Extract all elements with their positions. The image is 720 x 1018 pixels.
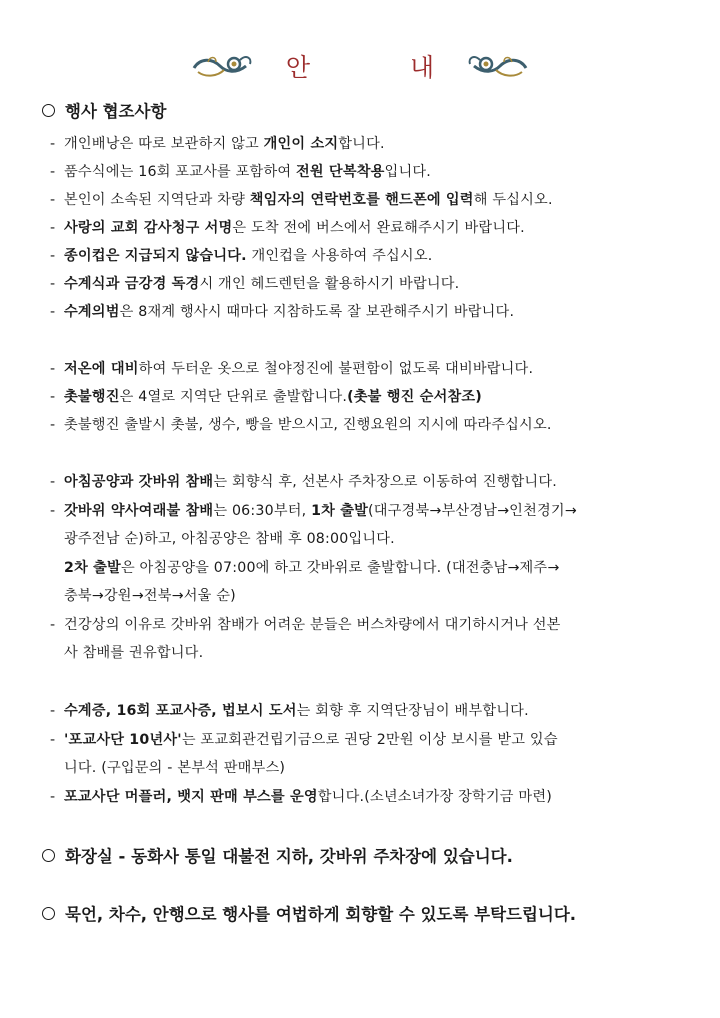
section-heading-restroom bbox=[42, 843, 513, 867]
emphasis: 개인이 소지 bbox=[263, 136, 339, 152]
emphasis: 포교사단 머플러, 뱃지 판매 부스를 운영 bbox=[64, 789, 318, 805]
text: 충북→강원→전북→서울 순) bbox=[64, 588, 236, 604]
text: 광주전남 순)하고, 아침공양은 참배 후 08:00입니다. bbox=[64, 531, 395, 547]
list-item: - 갓바위 약사여래불 참배는 06:30부터, 1차 출발(대구경북→부산경남→인천경기→ bbox=[50, 503, 577, 519]
list-item: - 품수식에는 16회 포교사를 포함하여 전원 단복착용입니다. bbox=[50, 164, 431, 180]
text: 촛불행진 출발시 촛불, 생수, 빵을 받으시고, 진행요원의 지시에 따라주십시오. bbox=[64, 417, 552, 433]
list-item: - 수계식과 금강경 독경시 개인 헤드렌턴을 활용하시기 바랍니다. bbox=[50, 276, 460, 292]
heading-text: 묵언, 차수, 안행으로 행사를 여법하게 회향할 수 있도록 부탁드립니다. bbox=[65, 905, 577, 924]
emphasis: 1차 출발 bbox=[311, 503, 369, 519]
list-item: - 개인배낭은 따로 보관하지 않고 개인이 소지합니다. bbox=[50, 136, 385, 152]
text: 니다. (구입문의 - 본부석 판매부스) bbox=[64, 760, 286, 776]
text: 는 06:30부터, bbox=[213, 503, 312, 519]
circle-bullet-icon bbox=[42, 104, 55, 117]
list-item-continued bbox=[64, 585, 236, 605]
text: 개인컵을 사용하여 주십시오. bbox=[246, 248, 433, 264]
list-item: - 수계의범은 8재계 행사시 때마다 지참하도록 잘 보관해주시기 바랍니다. bbox=[50, 304, 515, 320]
emphasis: 전원 단복착용 bbox=[295, 164, 385, 180]
text: 는 포교회관건립기금으로 권당 2만원 이상 보시를 받고 있습 bbox=[181, 732, 558, 748]
list-item: - 아침공양과 갓바위 참배는 회향식 후, 선본사 주차장으로 이동하여 진행합니다. bbox=[50, 474, 557, 490]
text: 는 회향 후 지역단장님이 배부합니다. bbox=[296, 703, 529, 719]
list-item: - '포교사단 10년사'는 포교회관건립기금으로 권당 2만원 이상 보시를 받고 있습 bbox=[50, 732, 558, 748]
emphasis: 저온에 대비 bbox=[64, 361, 139, 377]
emphasis: 수계식과 금강경 독경 bbox=[64, 276, 200, 292]
list-item: - 본인이 소속된 지역단과 차량 책임자의 연락번호를 핸드폰에 입력해 두십시오. bbox=[50, 192, 553, 208]
text: 은 아침공양을 07:00에 하고 갓바위로 출발합니다. (대전충남→제주→ bbox=[120, 560, 560, 576]
section-heading-silence bbox=[42, 901, 576, 925]
list-item-continued bbox=[64, 757, 285, 777]
heading-text: 행사 협조사항 bbox=[65, 102, 167, 121]
text: 품수식에는 16회 포교사를 포함하여 bbox=[64, 164, 296, 180]
floral-ornament-icon bbox=[190, 52, 254, 80]
text: (대구경북→부산경남→인천경기→ bbox=[368, 503, 577, 519]
emphasis: '포교사단 10년사' bbox=[64, 732, 182, 748]
text: 하여 두터운 옷으로 철야정진에 불편함이 없도록 대비바랍니다. bbox=[138, 361, 534, 377]
emphasis: 수계증, 16회 포교사증, 법보시 도서 bbox=[64, 703, 297, 719]
emphasis: 2차 출발 bbox=[64, 560, 121, 576]
emphasis: 책임자의 연락번호를 핸드폰에 입력 bbox=[249, 192, 474, 208]
list-item: - 촛불행진 출발시 촛불, 생수, 빵을 받으시고, 진행요원의 지시에 따라주십시오. bbox=[50, 417, 552, 433]
text: 합니다.(소년소녀가장 장학기금 마련) bbox=[317, 789, 552, 805]
text: 은 8재계 행사시 때마다 지참하도록 잘 보관해주시기 바랍니다. bbox=[119, 304, 515, 320]
emphasis: (촛불 행진 순서참조) bbox=[347, 389, 482, 405]
text: 은 4열로 지역단 단위로 출발합니다. bbox=[119, 389, 348, 405]
emphasis: 수계의범 bbox=[64, 304, 120, 320]
text: 사 참배를 권유합니다. bbox=[64, 645, 204, 661]
page-title: 안 내 bbox=[285, 53, 481, 82]
list-item-continued bbox=[64, 557, 559, 577]
emphasis: 사랑의 교회 감사청구 서명 bbox=[64, 220, 233, 236]
list-item: - 저온에 대비하여 두터운 옷으로 철야정진에 불편함이 없도록 대비바랍니다. bbox=[50, 361, 534, 377]
page-header bbox=[0, 42, 720, 90]
emphasis: 아침공양과 갓바위 참배 bbox=[64, 474, 214, 490]
list-item: - 사랑의 교회 감사청구 서명은 도착 전에 버스에서 완료해주시기 바랍니다. bbox=[50, 220, 525, 236]
list-item: - 건강상의 이유로 갓바위 참배가 어려운 분들은 버스차량에서 대기하시거나 선본 bbox=[50, 617, 561, 633]
circle-bullet-icon bbox=[42, 907, 55, 920]
list-item-continued bbox=[64, 642, 203, 662]
emphasis: 갓바위 약사여래불 참배 bbox=[64, 503, 214, 519]
text: 합니다. bbox=[338, 136, 385, 152]
floral-ornament-icon bbox=[466, 52, 530, 80]
circle-bullet-icon bbox=[42, 849, 55, 862]
list-item: - 종이컵은 지급되지 않습니다. 개인컵을 사용하여 주십시오. bbox=[50, 248, 433, 264]
emphasis: 종이컵은 지급되지 않습니다. bbox=[64, 248, 247, 264]
text: 시 개인 헤드렌턴을 활용하시기 바랍니다. bbox=[199, 276, 460, 292]
list-item: - 포교사단 머플러, 뱃지 판매 부스를 운영합니다.(소년소녀가장 장학기금 마련) bbox=[50, 789, 552, 805]
list-item-continued bbox=[64, 528, 395, 548]
text: 건강상의 이유로 갓바위 참배가 어려운 분들은 버스차량에서 대기하시거나 선본 bbox=[64, 617, 561, 633]
emphasis: 촛불행진 bbox=[64, 389, 120, 405]
text: 은 도착 전에 버스에서 완료해주시기 바랍니다. bbox=[232, 220, 525, 236]
text: 입니다. bbox=[384, 164, 431, 180]
list-item: - 수계증, 16회 포교사증, 법보시 도서는 회향 후 지역단장님이 배부합니다. bbox=[50, 703, 529, 719]
section-heading-cooperation bbox=[42, 98, 166, 122]
list-item: - 촛불행진은 4열로 지역단 단위로 출발합니다.(촛불 행진 순서참조) bbox=[50, 389, 482, 405]
heading-text: 화장실 - 동화사 통일 대불전 지하, 갓바위 주차장에 있습니다. bbox=[65, 847, 513, 866]
text: 는 회향식 후, 선본사 주차장으로 이동하여 진행합니다. bbox=[213, 474, 557, 490]
text: 본인이 소속된 지역단과 차량 bbox=[64, 192, 250, 208]
text: 개인배낭은 따로 보관하지 않고 bbox=[64, 136, 264, 152]
text: 해 두십시오. bbox=[473, 192, 553, 208]
